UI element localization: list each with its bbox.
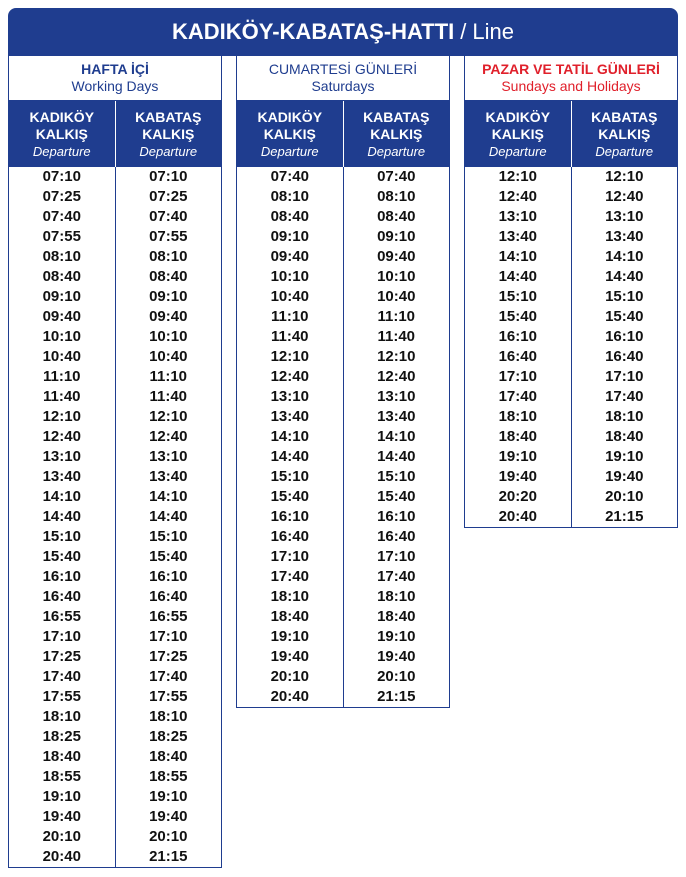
kadikoy-departure-time: 18:25 [42,728,81,745]
kabatas-departure-time: 14:40 [115,507,222,527]
column-header-sub: Departure [32,143,91,159]
kadikoy-departure-time: 18:10 [270,588,309,605]
table-row [9,447,221,467]
kadikoy-departure-time: 10:10 [42,328,81,345]
kadikoy-departure-time: 16:10 [270,508,309,525]
column-header-line2: KALKIŞ [598,125,651,142]
kabatas-departure-time: 19:10 [115,787,222,807]
kabatas-departure-time: 18:10 [115,707,222,727]
table-row [237,527,449,547]
kabatas-departure-time: 17:40 [571,387,678,407]
column-headers [9,101,221,167]
table-row [237,547,449,567]
schedule-header [9,56,221,101]
table-row [9,547,221,567]
table-row [9,787,221,807]
table-row [237,507,449,527]
kabatas-departure-time: 14:40 [571,267,678,287]
table-row [9,227,221,247]
kabatas-departure-time: 15:40 [115,547,222,567]
kadikoy-departure-time: 14:40 [498,268,537,285]
kadikoy-departure-time: 16:55 [42,608,81,625]
kabatas-departure-time: 10:10 [115,327,222,347]
title-separator: / [460,19,467,44]
kabatas-departure-time: 21:15 [115,847,222,867]
table-row [237,687,449,707]
kabatas-departure-time: 19:40 [571,467,678,487]
table-row [465,287,677,307]
table-row [9,387,221,407]
kabatas-departure-time: 17:40 [343,567,450,587]
kadikoy-departure-time: 12:40 [498,188,537,205]
schedule-name-en: Working Days [71,78,159,94]
kadikoy-departure-time: 19:10 [498,448,537,465]
column-header-sub: Departure [260,143,319,159]
kabatas-departure-time: 13:10 [115,447,222,467]
table-row [237,207,449,227]
table-row [465,327,677,347]
kadikoy-departure-time: 17:10 [270,548,309,565]
schedule-rows [465,167,677,527]
table-row [465,487,677,507]
kadikoy-departure-time: 13:40 [270,408,309,425]
column-header-kabatas [115,101,222,167]
kabatas-departure-time: 18:55 [115,767,222,787]
schedule-name-tr: HAFTA İÇİ [81,61,149,77]
column-headers [237,101,449,167]
column-header-line1: KADIKÖY [257,108,323,125]
table-row [9,207,221,227]
kadikoy-departure-time: 07:40 [42,208,81,225]
table-row [9,487,221,507]
kabatas-departure-time: 16:10 [571,327,678,347]
kabatas-departure-time: 07:40 [343,167,450,187]
kabatas-departure-time: 21:15 [343,687,450,707]
kadikoy-departure-time: 18:40 [270,608,309,625]
kadikoy-departure-time: 16:10 [42,568,81,585]
table-row [9,647,221,667]
table-row [9,347,221,367]
table-row [9,847,221,867]
schedule-saturdays [236,56,450,708]
column-header-sub: Departure [139,143,198,159]
kadikoy-departure-time: 19:40 [498,468,537,485]
column-header-line1: KADIKÖY [29,108,95,125]
kabatas-departure-time: 19:10 [571,447,678,467]
kabatas-departure-time: 08:40 [343,207,450,227]
kadikoy-departure-time: 07:10 [42,168,81,185]
kabatas-departure-time: 07:25 [115,187,222,207]
kadikoy-departure-time: 17:10 [498,368,537,385]
table-row [9,807,221,827]
kadikoy-departure-time: 07:25 [42,188,81,205]
column-header-line2: KALKIŞ [491,125,544,142]
schedule-sundays-holidays [464,56,678,528]
kabatas-departure-time: 20:10 [571,487,678,507]
column-header-sub: Departure [367,143,426,159]
table-row [237,187,449,207]
kadikoy-departure-time: 09:40 [270,248,309,265]
kadikoy-departure-time: 08:10 [42,248,81,265]
table-row [9,527,221,547]
table-row [237,167,449,187]
table-row [465,387,677,407]
column-header-line1: KABATAŞ [135,108,202,125]
kadikoy-departure-time: 14:40 [42,508,81,525]
kabatas-departure-time: 12:10 [115,407,222,427]
kadikoy-departure-time: 16:40 [498,348,537,365]
table-row [237,607,449,627]
kadikoy-departure-time: 16:40 [270,528,309,545]
schedule-rows [9,167,221,867]
kabatas-departure-time: 10:10 [343,267,450,287]
table-row [9,667,221,687]
kabatas-departure-time: 20:10 [115,827,222,847]
column-header-kadikoy [465,101,571,167]
column-header-sub: Departure [595,143,654,159]
kabatas-departure-time: 13:40 [571,227,678,247]
kabatas-departure-time: 12:10 [343,347,450,367]
kabatas-departure-time: 07:10 [115,167,222,187]
kabatas-departure-time: 18:40 [571,427,678,447]
table-row [9,587,221,607]
kadikoy-departure-time: 20:40 [498,508,537,525]
table-row [237,387,449,407]
kadikoy-departure-time: 12:40 [42,428,81,445]
kabatas-departure-time: 18:40 [115,747,222,767]
kabatas-departure-time: 19:10 [343,627,450,647]
table-row [237,587,449,607]
kabatas-departure-time: 14:40 [343,447,450,467]
kabatas-departure-time: 21:15 [571,507,678,527]
kadikoy-departure-time: 11:40 [270,328,309,345]
kabatas-departure-time: 17:10 [571,367,678,387]
table-row [9,407,221,427]
column-header-line1: KADIKÖY [485,108,551,125]
kabatas-departure-time: 07:40 [115,207,222,227]
kabatas-departure-time: 08:40 [115,267,222,287]
kabatas-departure-time: 11:40 [343,327,450,347]
kadikoy-departure-time: 15:10 [42,528,81,545]
kabatas-departure-time: 18:40 [343,607,450,627]
table-row [465,347,677,367]
table-row [237,267,449,287]
table-row [465,447,677,467]
table-row [465,407,677,427]
kabatas-departure-time: 18:10 [343,587,450,607]
kabatas-departure-time: 08:10 [115,247,222,267]
column-header-kabatas [343,101,450,167]
table-row [237,647,449,667]
kadikoy-departure-time: 08:10 [270,188,309,205]
table-row [9,767,221,787]
kabatas-departure-time: 15:10 [571,287,678,307]
schedule-header [465,56,677,101]
table-row [9,567,221,587]
table-row [237,327,449,347]
kabatas-departure-time: 15:10 [115,527,222,547]
column-header-kadikoy [9,101,115,167]
kabatas-departure-time: 13:40 [343,407,450,427]
kadikoy-departure-time: 17:40 [42,668,81,685]
kadikoy-departure-time: 09:40 [42,308,81,325]
kadikoy-departure-time: 18:10 [42,708,81,725]
schedule-working-days [8,56,222,868]
table-row [9,727,221,747]
kadikoy-departure-time: 17:10 [42,628,81,645]
kabatas-departure-time: 16:40 [115,587,222,607]
kabatas-departure-time: 10:40 [343,287,450,307]
schedule-name-tr: CUMARTESİ GÜNLERİ [268,61,418,77]
schedule-header [237,56,449,101]
kadikoy-departure-time: 15:40 [498,308,537,325]
kadikoy-departure-time: 08:40 [270,208,309,225]
table-row [237,427,449,447]
kabatas-departure-time: 20:10 [343,667,450,687]
kadikoy-departure-time: 10:10 [270,268,309,285]
kadikoy-departure-time: 09:10 [270,228,309,245]
kabatas-departure-time: 13:40 [115,467,222,487]
table-row [9,287,221,307]
kadikoy-departure-time: 17:40 [270,568,309,585]
table-row [465,167,677,187]
kabatas-departure-time: 15:40 [571,307,678,327]
kabatas-departure-time: 09:40 [343,247,450,267]
kabatas-departure-time: 11:10 [115,367,222,387]
kadikoy-departure-time: 20:40 [270,688,309,705]
table-row [9,627,221,647]
kadikoy-departure-time: 07:40 [270,168,309,185]
title-suffix: Line [472,19,515,44]
table-row [9,247,221,267]
table-row [465,187,677,207]
kabatas-departure-time: 09:40 [115,307,222,327]
kadikoy-departure-time: 18:40 [498,428,537,445]
kadikoy-departure-time: 17:25 [42,648,81,665]
title-main: KADIKÖY-KABATAŞ-HATTI [171,19,455,44]
table-row [237,307,449,327]
kadikoy-departure-time: 20:10 [270,668,309,685]
kadikoy-departure-time: 15:40 [270,488,309,505]
column-header-kadikoy [237,101,343,167]
table-row [237,487,449,507]
kadikoy-departure-time: 13:40 [498,228,537,245]
kabatas-departure-time: 14:10 [115,487,222,507]
column-header-line1: KABATAŞ [591,108,658,125]
table-row [9,747,221,767]
kabatas-departure-time: 14:10 [343,427,450,447]
column-header-line2: KALKIŞ [370,125,423,142]
kabatas-departure-time: 16:40 [571,347,678,367]
kadikoy-departure-time: 16:10 [498,328,537,345]
table-row [465,207,677,227]
kabatas-departure-time: 18:10 [571,407,678,427]
kabatas-departure-time: 14:10 [571,247,678,267]
table-row [465,507,677,527]
kadikoy-departure-time: 13:10 [270,388,309,405]
schedule-name-en: Saturdays [311,78,375,94]
table-row [9,267,221,287]
table-row [237,367,449,387]
kabatas-departure-time: 19:40 [115,807,222,827]
table-row [237,347,449,367]
kabatas-departure-time: 16:10 [343,507,450,527]
kabatas-departure-time: 17:55 [115,687,222,707]
kadikoy-departure-time: 19:40 [42,808,81,825]
table-row [237,627,449,647]
table-row [465,427,677,447]
table-row [465,227,677,247]
table-row [9,707,221,727]
kadikoy-departure-time: 18:10 [498,408,537,425]
table-row [9,367,221,387]
kadikoy-departure-time: 17:40 [498,388,537,405]
kadikoy-departure-time: 19:10 [270,628,309,645]
kabatas-departure-time: 16:55 [115,607,222,627]
timetable-title-bar [8,8,678,56]
column-header-line2: KALKIŞ [35,125,88,142]
table-row [237,227,449,247]
kadikoy-departure-time: 14:10 [42,488,81,505]
table-row [9,467,221,487]
kabatas-departure-time: 08:10 [343,187,450,207]
column-header-kabatas [571,101,678,167]
kadikoy-departure-time: 07:55 [42,228,81,245]
table-row [465,467,677,487]
kabatas-departure-time: 09:10 [343,227,450,247]
kadikoy-departure-time: 12:10 [270,348,309,365]
kabatas-departure-time: 17:10 [115,627,222,647]
kadikoy-departure-time: 15:10 [270,468,309,485]
column-header-line1: KABATAŞ [363,108,430,125]
column-headers [465,101,677,167]
kadikoy-departure-time: 18:40 [42,748,81,765]
table-row [237,567,449,587]
kadikoy-departure-time: 16:40 [42,588,81,605]
table-row [237,447,449,467]
kabatas-departure-time: 15:40 [343,487,450,507]
kadikoy-departure-time: 15:40 [42,548,81,565]
table-row [465,247,677,267]
kabatas-departure-time: 12:40 [115,427,222,447]
kadikoy-departure-time: 11:10 [270,308,309,325]
table-row [237,407,449,427]
kadikoy-departure-time: 11:40 [42,388,81,405]
kadikoy-departure-time: 19:40 [270,648,309,665]
kabatas-departure-time: 17:40 [115,667,222,687]
column-header-line2: KALKIŞ [263,125,316,142]
kadikoy-departure-time: 14:10 [498,248,537,265]
kadikoy-departure-time: 08:40 [42,268,81,285]
kabatas-departure-time: 12:40 [571,187,678,207]
kabatas-departure-time: 12:10 [571,167,678,187]
kadikoy-departure-time: 13:10 [42,448,81,465]
kadikoy-departure-time: 14:10 [270,428,309,445]
kadikoy-departure-time: 20:20 [498,488,537,505]
table-row [9,827,221,847]
table-row [237,287,449,307]
table-row [9,507,221,527]
table-row [9,187,221,207]
kadikoy-departure-time: 12:10 [42,408,81,425]
kadikoy-departure-time: 13:40 [42,468,81,485]
schedule-name-en: Sundays and Holidays [501,78,641,94]
kadikoy-departure-time: 09:10 [42,288,81,305]
kabatas-departure-time: 15:10 [343,467,450,487]
table-row [9,427,221,447]
kadikoy-departure-time: 12:10 [498,168,537,185]
table-row [237,247,449,267]
kadikoy-departure-time: 18:55 [42,768,81,785]
table-row [9,167,221,187]
table-row [9,327,221,347]
table-row [9,607,221,627]
kabatas-departure-time: 19:40 [343,647,450,667]
column-header-sub: Departure [488,143,547,159]
kabatas-departure-time: 13:10 [571,207,678,227]
table-row [9,307,221,327]
kadikoy-departure-time: 11:10 [42,368,81,385]
kabatas-departure-time: 17:10 [343,547,450,567]
kabatas-departure-time: 16:40 [343,527,450,547]
kadikoy-departure-time: 20:40 [42,848,81,865]
kabatas-departure-time: 13:10 [343,387,450,407]
kadikoy-departure-time: 13:10 [498,208,537,225]
schedule-rows [237,167,449,707]
table-row [465,267,677,287]
kabatas-departure-time: 12:40 [343,367,450,387]
kabatas-departure-time: 10:40 [115,347,222,367]
kadikoy-departure-time: 14:40 [270,448,309,465]
table-row [465,307,677,327]
table-row [237,667,449,687]
kabatas-departure-time: 11:40 [115,387,222,407]
kadikoy-departure-time: 10:40 [42,348,81,365]
kadikoy-departure-time: 12:40 [270,368,309,385]
kadikoy-departure-time: 20:10 [42,828,81,845]
schedule-name-tr: PAZAR VE TATİL GÜNLERİ [482,61,660,77]
table-row [465,367,677,387]
kadikoy-departure-time: 17:55 [42,688,81,705]
kabatas-departure-time: 17:25 [115,647,222,667]
kadikoy-departure-time: 15:10 [498,288,537,305]
kabatas-departure-time: 16:10 [115,567,222,587]
kabatas-departure-time: 09:10 [115,287,222,307]
column-header-line2: KALKIŞ [142,125,195,142]
kadikoy-departure-time: 10:40 [270,288,309,305]
kabatas-departure-time: 11:10 [343,307,450,327]
table-row [237,467,449,487]
kabatas-departure-time: 07:55 [115,227,222,247]
kadikoy-departure-time: 19:10 [42,788,81,805]
table-row [9,687,221,707]
kabatas-departure-time: 18:25 [115,727,222,747]
